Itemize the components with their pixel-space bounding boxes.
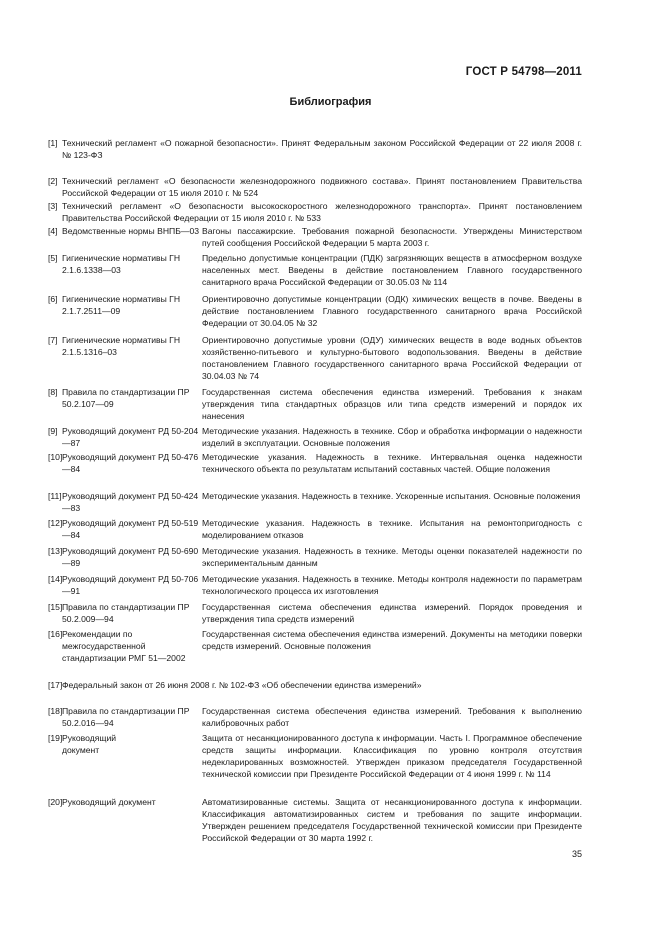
bib-entry-2 — [48, 175, 582, 199]
entry-document: Руководящий документ РД 50-204—87 — [62, 426, 199, 448]
entry-number: [11] — [48, 491, 62, 501]
page-number: 35 — [571, 849, 582, 859]
standard-designation: ГОСТ Р 54798—2011 — [465, 66, 582, 78]
entry-number: [6] — [48, 294, 58, 304]
entry-document: Ведомственные нормы ВНПБ—03 — [62, 226, 200, 236]
entry-text: Методические указания. Надежность в технике. Методы контроля надежности по параметрам технологического процесса их изготовления — [202, 574, 582, 596]
entry-text: Методические указания. Надежность в технике. Интервальная оценка надежности технического объекта по результатам испытаний составных частей. Общие положения — [202, 452, 582, 474]
bib-entry-13 — [48, 545, 582, 569]
entry-text: Защита от несанкционированного доступа к информации. Часть I. Программное обеспечение средств защиты информации. Классификация по уровню контроля отсутствия недекларированных возможностей. Утвержден приказом председателя Государственной технической комиссии при Президенте Российской Федерации от 4 июня 1999 г. № 114 — [202, 733, 582, 779]
entry-number: [18] — [48, 706, 63, 716]
bib-entry-16 — [48, 628, 582, 663]
entry-document: Правила по стандартизации ПР 50.2.107—09 — [62, 387, 190, 409]
entry-text: Ориентировочно допустимые уровни (ОДУ) химических веществ в воде водных объектов хозяйственно-питьевого и культурно-бытового водопользования. Введены в действие постановлением Главного государственного санитарного врача Российской Федерации от 30.04.03 № 74 — [202, 335, 582, 381]
entry-document: Правила по стандартизации ПР 50.2.016—94 — [62, 706, 190, 728]
entry-document: Правила по стандартизации ПР 50.2.009—94 — [62, 602, 190, 624]
bib-entry-4 — [48, 225, 582, 249]
entry-number: [4] — [48, 226, 58, 236]
entry-document: Руководящий документ РД 50-476—84 — [62, 452, 199, 474]
entry-number: [14] — [48, 574, 63, 584]
entry-number: [8] — [48, 387, 58, 397]
entry-document: Руководящий документ РД 50-690—89 — [62, 546, 199, 568]
entry-number: [13] — [48, 546, 63, 556]
entry-document: Руководящий документ РД 50-519—84 — [62, 518, 199, 540]
bib-entry-5 — [48, 252, 582, 288]
entry-number: [9] — [48, 426, 58, 436]
bib-entry-12 — [48, 517, 582, 541]
entry-text: Государственная система обеспечения единства измерений. Требования к знакам утверждения типа стандартных образцов или типа средств измерений и порядок их нанесения — [202, 387, 582, 421]
entry-text: Государственная система обеспечения единства измерений. Требования к выполнению калибровочных работ — [202, 706, 582, 728]
entry-text: Ориентировочно допустимые концентрации (ОДК) химических веществ в почве. Введены в действие постановлением Главного государственного санитарного врача Российской Федерации от 30.04.05 № 32 — [202, 294, 582, 328]
entry-document: Руководящий документ — [62, 733, 117, 755]
bib-entry-3 — [48, 200, 582, 224]
bib-entry-8 — [48, 386, 582, 422]
entry-number: [16] — [48, 629, 63, 639]
entry-number: [15] — [48, 602, 63, 612]
entry-number: [7] — [48, 335, 58, 345]
bib-entry-18 — [48, 705, 582, 729]
entry-number: [3] — [48, 201, 58, 211]
entry-number: [17] — [48, 680, 63, 690]
bib-entry-19 — [48, 732, 582, 780]
bibliography-title: Библиография — [289, 96, 372, 108]
entry-text: Вагоны пассажирские. Требования пожарной безопасности. Утверждены Министерством путей сообщения Российской Федерации 5 марта 2003 г. — [202, 226, 582, 248]
entry-document: Руководящий документ — [62, 797, 156, 807]
bib-entry-10 — [48, 451, 582, 475]
entry-text: Методические указания. Надежность в технике. Сбор и обработка информации о надежности изделий в эксплуатации. Основные положения — [202, 426, 582, 448]
entry-text: Методические указания. Надежность в технике. Методы оценки показателей надежности по экспериментальным данным — [202, 546, 582, 568]
bib-entry-17 — [48, 679, 582, 691]
entry-document: Гигиенические нормативы ГН 2.1.7.2511—09 — [62, 294, 181, 316]
bib-entry-14 — [48, 573, 582, 597]
bib-entry-11 — [48, 490, 582, 513]
entry-text: Методические указания. Надежность в технике. Испытания на ремонтопригодность с моделированием отказов — [202, 518, 582, 540]
entry-text: Технический регламент «О пожарной безопасности». Принят Федеральным законом Российской Федерации от 22 июля 2008 г. № 123-ФЗ — [62, 138, 582, 160]
entry-number: [10] — [48, 452, 63, 462]
bib-entry-1 — [48, 137, 582, 161]
entry-text: Автоматизированные системы. Защита от несанкционированного доступа к информации. Классификация автоматизированных систем и требования по защите информации. Утвержден решением председателя Государственной технической комиссии при Президенте Российской Федерации от 30 марта 1992 г. — [202, 797, 582, 843]
bib-entry-20 — [48, 796, 582, 844]
entry-number: [12] — [48, 518, 63, 528]
entry-number: [20] — [48, 797, 63, 807]
entry-text: Федеральный закон от 26 июня 2008 г. № 102-ФЗ «Об обеспечении единства измерений» — [62, 680, 422, 690]
entry-text: Государственная система обеспечения единства измерений. Документы на методики поверки средств измерений. Основные положения — [202, 629, 582, 651]
entry-text: Технический регламент «О безопасности железнодорожного подвижного состава». Принят постановлением Правительства Российской Федерации от 15 июля 2010 г. № 524 — [62, 176, 582, 198]
entry-document: Рекомендации по межгосударственной стандартизации РМГ 51—2002 — [62, 629, 186, 663]
entry-text: Государственная система обеспечения единства измерений. Порядок проведения и утверждения типа средств измерений — [202, 602, 582, 624]
entry-text: Предельно допустимые концентрации (ПДК) загрязняющих веществ в атмосферном воздухе населенных мест. Введены в действие постановлением Главного государственного санитарного врача Российской Федерации от 30.05.03 № 114 — [202, 253, 582, 287]
entry-document: Руководящий документ РД 50-424—83 — [62, 491, 199, 513]
entry-document: Руководящий документ РД 50-706—91 — [62, 574, 199, 596]
bib-entry-6 — [48, 293, 582, 329]
entry-number: [2] — [48, 176, 58, 186]
entry-text: Технический регламент «О безопасности высокоскоростного железнодорожного транспорта». Принят постановлением Правительства Российской Федерации от 15 июля 2010 г. № 533 — [62, 201, 582, 223]
entry-number: [5] — [48, 253, 58, 263]
bib-entry-15 — [48, 601, 582, 625]
entry-text: Методические указания. Надежность в технике. Ускоренные испытания. Основные положения — [202, 491, 581, 501]
entry-number: [1] — [48, 138, 58, 148]
entry-document: Гигиенические нормативы ГН 2.1.6.1338—03 — [62, 253, 181, 275]
bib-entry-9 — [48, 425, 582, 449]
entry-number: [19] — [48, 733, 63, 743]
bib-entry-7 — [48, 334, 582, 382]
entry-document: Гигиенические нормативы ГН 2.1.5.1316–03 — [62, 335, 181, 357]
